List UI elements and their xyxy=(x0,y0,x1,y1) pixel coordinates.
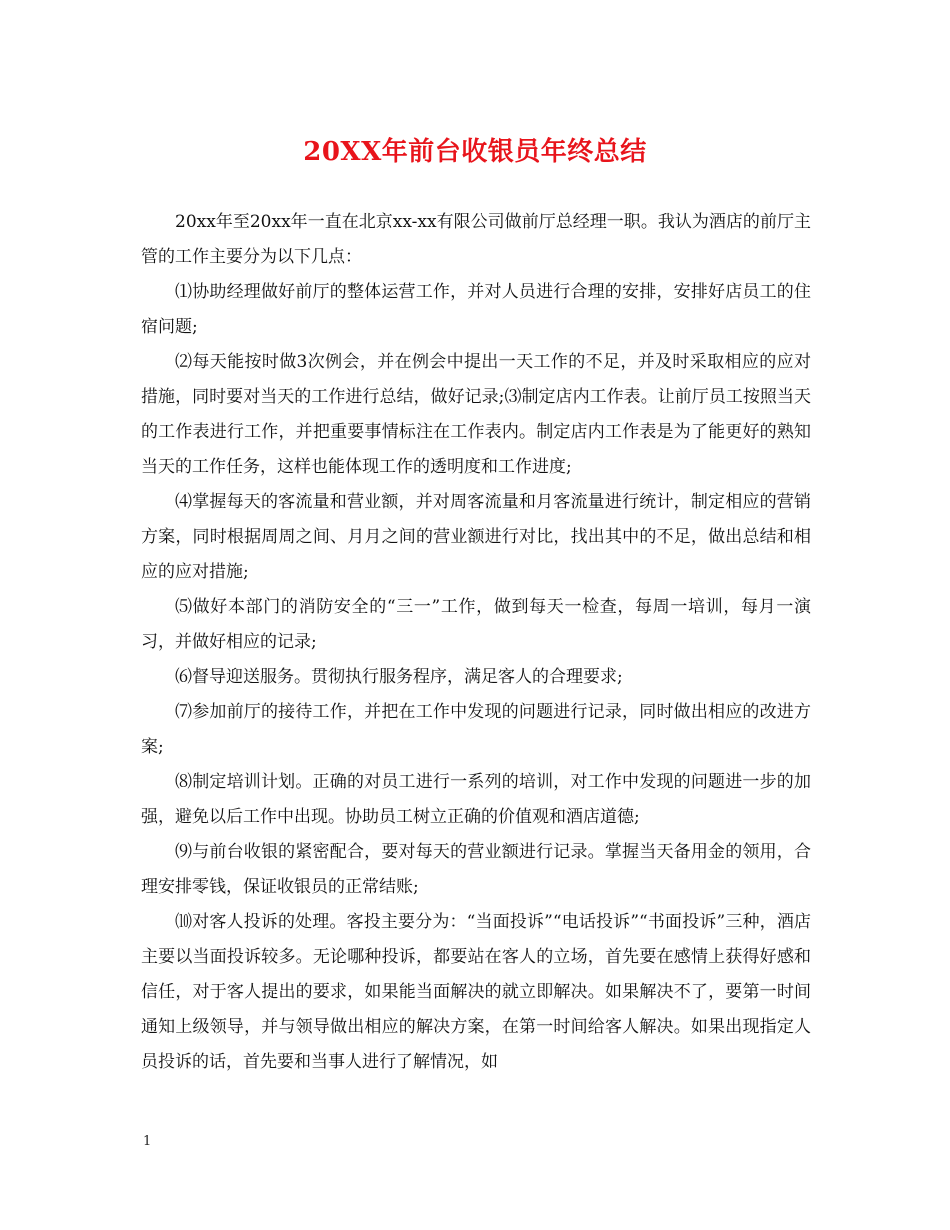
page-number: 1 xyxy=(143,1134,152,1149)
document-title: 20XX年前台收银员年终总结 xyxy=(303,137,647,167)
paragraph-item-5: ⑸做好本部门的消防安全的“三一”工作，做到每天一检查，每周一培训，每月一演习，并做好相应的记录; xyxy=(141,597,811,652)
paragraph-item-10: ⑽对客人投诉的处理。客投主要分为：“当面投诉”“电话投诉”“书面投诉”三种，酒店主要以当面投诉较多。无论哪种投诉，都要站在客人的立场，首先要在感情上获得好感和信任，对于客人提出的要求，如果能当面解决的就立即解决。如果解决不了，要第一时间通知上级领导，并与领导做出相应的解决方案，在第一时间给客人解决。如果出现指定人员投诉的话，首先要和当事人进行了解情况，如 xyxy=(141,912,811,1072)
paragraph-item-7: ⑺参加前厅的接待工作，并把在工作中发现的问题进行记录，同时做出相应的改进方案; xyxy=(141,702,811,757)
document-body xyxy=(141,205,811,1080)
paragraph-item-2-3: ⑵每天能按时做3次例会，并在例会中提出一天工作的不足，并及时采取相应的应对措施，同时要对当天的工作进行总结，做好记录;⑶制定店内工作表。让前厅员工按照当天的工作表进行工作，并把重要事情标注在工作表内。制定店内工作表是为了能更好的熟知当天的工作任务，这样也能体现工作的透明度和工作进度; xyxy=(141,352,811,477)
paragraph-intro: 20xx年至20xx年一直在北京xx-xx有限公司做前厅总经理一职。我认为酒店的前厅主管的工作主要分为以下几点： xyxy=(141,212,811,267)
paragraph-item-8: ⑻制定培训计划。正确的对员工进行一系列的培训，对工作中发现的问题进一步的加强，避免以后工作中出现。协助员工树立正确的价值观和酒店道德; xyxy=(141,772,811,827)
paragraph-item-6: ⑹督导迎送服务。贯彻执行服务程序，满足客人的合理要求; xyxy=(175,667,623,687)
paragraph-item-4: ⑷掌握每天的客流量和营业额，并对周客流量和月客流量进行统计，制定相应的营销方案，同时根据周周之间、月月之间的营业额进行对比，找出其中的不足，做出总结和相应的应对措施; xyxy=(141,492,811,582)
paragraph-item-1: ⑴协助经理做好前厅的整体运营工作，并对人员进行合理的安排，安排好店员工的住宿问题; xyxy=(141,282,811,337)
paragraph-item-9: ⑼与前台收银的紧密配合，要对每天的营业额进行记录。掌握当天备用金的领用，合理安排零钱，保证收银员的正常结账; xyxy=(141,842,811,897)
